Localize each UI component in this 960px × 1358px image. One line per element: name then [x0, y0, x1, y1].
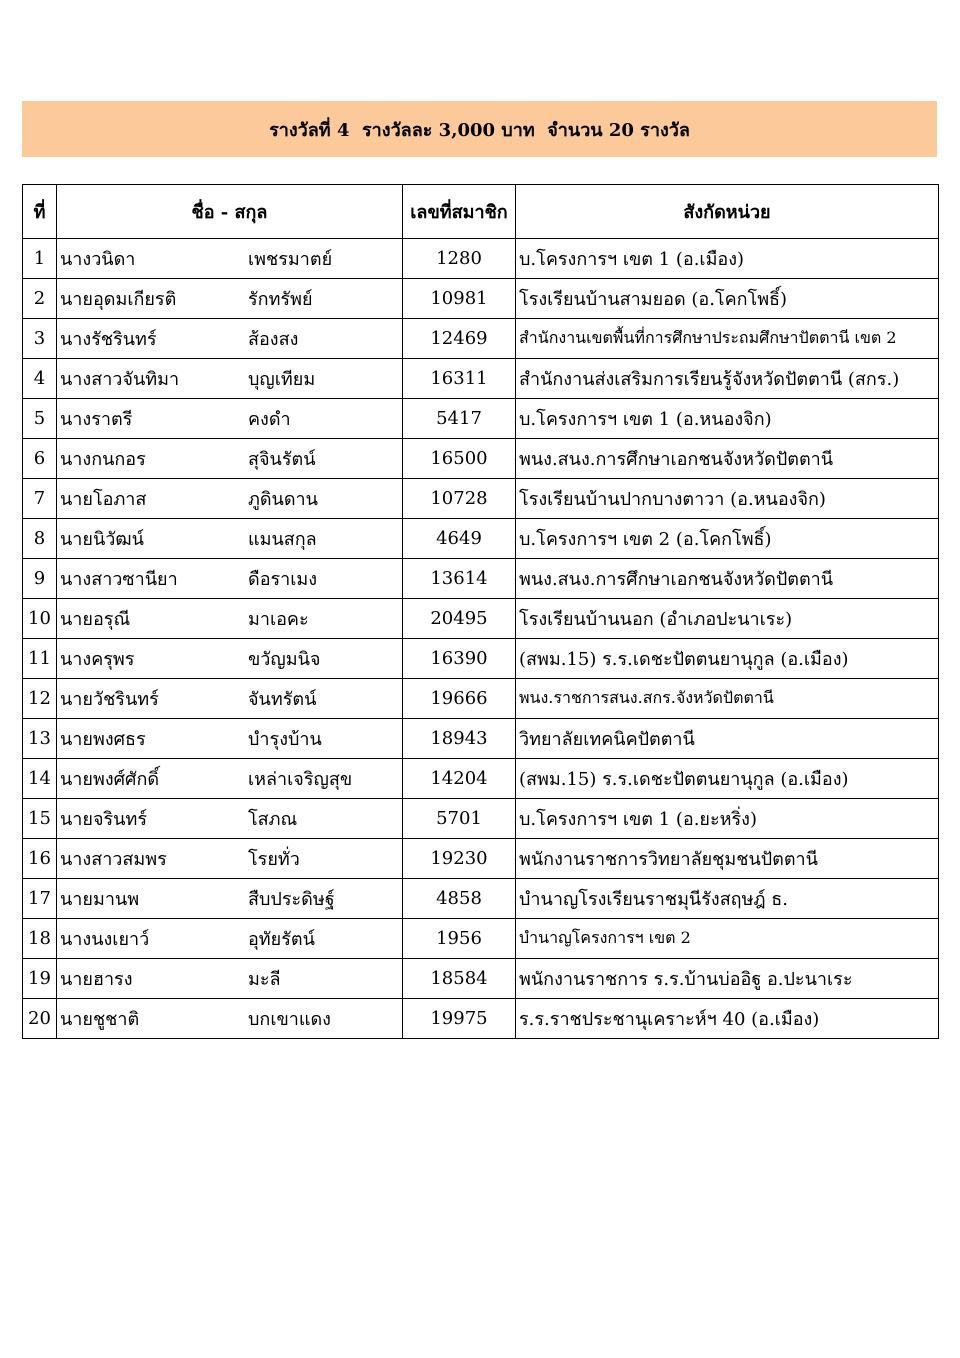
row-name [57, 439, 403, 479]
row-member-id: 18584 [403, 959, 516, 999]
award-recipients-table [22, 184, 939, 1039]
row-name [57, 519, 403, 559]
row-no: 19 [23, 959, 57, 999]
last-name: ภูดินดาน [248, 489, 318, 510]
row-unit: สำนักงานเขตพื้นที่การศึกษาประถมศึกษาปัตตานี เขต 2 [516, 319, 939, 359]
header-name: ชื่อ - สกุล [57, 185, 403, 239]
first-name: นายฮารง [60, 969, 133, 990]
row-member-id: 5417 [403, 399, 516, 439]
last-name: แมนสกุล [248, 529, 317, 550]
row-unit: วิทยาลัยเทคนิคปัตตานี [516, 719, 939, 759]
row-member-id: 5701 [403, 799, 516, 839]
first-name: นางสาวสมพร [60, 849, 167, 870]
table-row [23, 239, 939, 279]
row-unit: บ.โครงการฯ เขต 1 (อ.ยะหริ่ง) [516, 799, 939, 839]
row-no: 18 [23, 919, 57, 959]
row-member-id: 16500 [403, 439, 516, 479]
first-name: นายวัชรินทร์ [60, 689, 159, 710]
first-name: นายอุดมเกียรติ [60, 289, 177, 310]
row-unit: พนง.สนง.การศึกษาเอกชนจังหวัดปัตตานี [516, 439, 939, 479]
row-no: 20 [23, 999, 57, 1039]
row-member-id: 10728 [403, 479, 516, 519]
first-name: นายโอภาส [60, 489, 147, 510]
row-no: 17 [23, 879, 57, 919]
header-unit: สังกัดหน่วย [516, 185, 939, 239]
last-name: คงดำ [248, 409, 291, 430]
first-name: นางนงเยาว์ [60, 929, 150, 950]
row-unit: โรงเรียนบ้านสามยอด (อ.โคกโพธิ์) [516, 279, 939, 319]
first-name: นายอรุณี [60, 609, 131, 630]
award-title-banner [22, 101, 937, 157]
row-name [57, 999, 403, 1039]
row-member-id: 19666 [403, 679, 516, 719]
row-member-id: 16390 [403, 639, 516, 679]
last-name: ส้องสง [248, 329, 299, 350]
row-member-id: 12469 [403, 319, 516, 359]
last-name: ดือราเมง [248, 569, 318, 590]
table-row [23, 559, 939, 599]
row-unit: โรงเรียนบ้านปากบางตาวา (อ.หนองจิก) [516, 479, 939, 519]
first-name: นายชูชาติ [60, 1009, 140, 1030]
first-name: นางครุพร [60, 649, 135, 670]
table-row [23, 959, 939, 999]
last-name: สืบประดิษฐ์ [248, 889, 335, 910]
row-unit: บ.โครงการฯ เขต 2 (อ.โคกโพธิ์) [516, 519, 939, 559]
row-unit: สำนักงานส่งเสริมการเรียนรู้จังหวัดปัตตานี (สกร.) [516, 359, 939, 399]
table-row [23, 479, 939, 519]
last-name: จันทรัตน์ [248, 689, 317, 710]
table-row [23, 759, 939, 799]
table-row [23, 919, 939, 959]
row-member-id: 18943 [403, 719, 516, 759]
header-member-id: เลขที่สมาชิก [403, 185, 516, 239]
row-unit: บ.โครงการฯ เขต 1 (อ.หนองจิก) [516, 399, 939, 439]
last-name: ขวัญมนิจ [248, 649, 321, 670]
last-name: สุจินรัตน์ [248, 449, 316, 470]
table-row [23, 999, 939, 1039]
row-unit: (สพม.15) ร.ร.เดชะปัตตนยานุกูล (อ.เมือง) [516, 759, 939, 799]
row-no: 8 [23, 519, 57, 559]
table-row [23, 519, 939, 559]
row-no: 1 [23, 239, 57, 279]
row-name [57, 919, 403, 959]
first-name: นายนิวัฒน์ [60, 529, 144, 550]
row-member-id: 10981 [403, 279, 516, 319]
row-no: 3 [23, 319, 57, 359]
last-name: บำรุงบ้าน [248, 729, 322, 750]
row-no: 2 [23, 279, 57, 319]
first-name: นายพงศธร [60, 729, 146, 750]
row-name [57, 599, 403, 639]
row-unit: บำนาญโรงเรียนราชมุนีรังสฤษฎ์ ธ. [516, 879, 939, 919]
last-name: อุทัยรัตน์ [248, 929, 315, 950]
row-member-id: 13614 [403, 559, 516, 599]
row-no: 15 [23, 799, 57, 839]
first-name: นางสาวจันทิมา [60, 369, 180, 390]
first-name: นายพงศ์ศักดิ์ [60, 769, 160, 790]
row-no: 10 [23, 599, 57, 639]
first-name: นางรัชรินทร์ [60, 329, 157, 350]
row-no: 11 [23, 639, 57, 679]
row-member-id: 19230 [403, 839, 516, 879]
row-member-id: 4858 [403, 879, 516, 919]
first-name: นายมานพ [60, 889, 140, 910]
row-name [57, 399, 403, 439]
row-no: 7 [23, 479, 57, 519]
award-title: รางวัลที่ 4 รางวัลละ 3,000 บาท จำนวน 20 รางวัล [269, 119, 690, 141]
first-name: นางราตรี [60, 409, 133, 430]
row-unit: พนง.ราชการสนง.สกร.จังหวัดปัตตานี [516, 679, 939, 719]
table-row [23, 319, 939, 359]
last-name: มะลี [248, 969, 281, 990]
row-no: 12 [23, 679, 57, 719]
last-name: บุญเทียม [248, 369, 316, 390]
table-row [23, 599, 939, 639]
row-name [57, 279, 403, 319]
row-no: 13 [23, 719, 57, 759]
last-name: โรยทั่ว [248, 849, 300, 870]
table-row [23, 359, 939, 399]
row-member-id: 1956 [403, 919, 516, 959]
row-unit: (สพม.15) ร.ร.เดชะปัตตนยานุกูล (อ.เมือง) [516, 639, 939, 679]
header-no: ที่ [23, 185, 57, 239]
table-row [23, 799, 939, 839]
table-row [23, 839, 939, 879]
table-row [23, 439, 939, 479]
row-member-id: 14204 [403, 759, 516, 799]
row-no: 16 [23, 839, 57, 879]
row-unit: โรงเรียนบ้านนอก (อำเภอปะนาเระ) [516, 599, 939, 639]
row-name [57, 639, 403, 679]
row-no: 14 [23, 759, 57, 799]
table-row [23, 639, 939, 679]
table-row [23, 879, 939, 919]
table-row [23, 679, 939, 719]
row-no: 9 [23, 559, 57, 599]
row-unit: พนง.สนง.การศึกษาเอกชนจังหวัดปัตตานี [516, 559, 939, 599]
last-name: เพชรมาตย์ [248, 249, 333, 270]
first-name: นายจรินทร์ [60, 809, 148, 830]
first-name: นางสาวซานียา [60, 569, 178, 590]
row-name [57, 839, 403, 879]
row-member-id: 4649 [403, 519, 516, 559]
row-unit: บ.โครงการฯ เขต 1 (อ.เมือง) [516, 239, 939, 279]
row-name [57, 479, 403, 519]
first-name: นางกนกอร [60, 449, 146, 470]
row-unit: บำนาญโครงการฯ เขต 2 [516, 919, 939, 959]
first-name: นางวนิดา [60, 249, 136, 270]
row-name [57, 559, 403, 599]
row-member-id: 1280 [403, 239, 516, 279]
table-row [23, 719, 939, 759]
row-no: 6 [23, 439, 57, 479]
row-member-id: 16311 [403, 359, 516, 399]
table-row [23, 279, 939, 319]
row-unit: พนักงานราชการวิทยาลัยชุมชนปัตตานี [516, 839, 939, 879]
row-member-id: 20495 [403, 599, 516, 639]
row-no: 5 [23, 399, 57, 439]
row-name [57, 359, 403, 399]
row-name [57, 319, 403, 359]
row-name [57, 719, 403, 759]
row-name [57, 239, 403, 279]
last-name: บกเขาแดง [248, 1009, 331, 1030]
table-row [23, 399, 939, 439]
row-name [57, 759, 403, 799]
last-name: เหล่าเจริญสุข [248, 769, 353, 790]
row-name [57, 959, 403, 999]
last-name: โสภณ [248, 809, 298, 830]
row-name [57, 879, 403, 919]
row-name [57, 799, 403, 839]
row-name [57, 679, 403, 719]
last-name: มาเอคะ [248, 609, 309, 630]
row-unit: ร.ร.ราชประชานุเคราะห์ฯ 40 (อ.เมือง) [516, 999, 939, 1039]
row-member-id: 19975 [403, 999, 516, 1039]
row-unit: พนักงานราชการ ร.ร.บ้านบ่ออิฐู อ.ปะนาเระ [516, 959, 939, 999]
table-header-row [23, 185, 939, 239]
last-name: รักทรัพย์ [248, 289, 313, 310]
row-no: 4 [23, 359, 57, 399]
